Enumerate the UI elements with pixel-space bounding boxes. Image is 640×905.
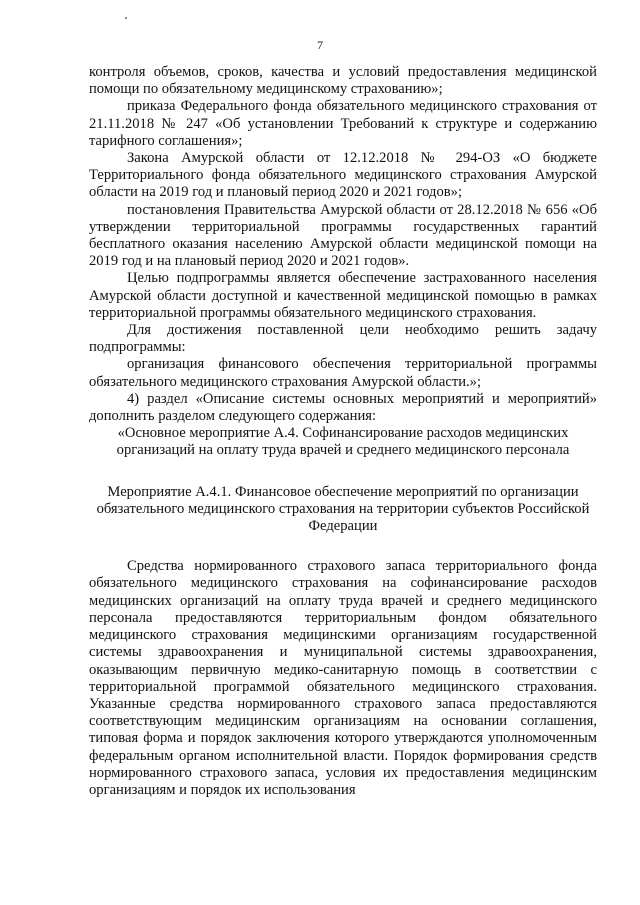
page-number: 7: [317, 38, 323, 52]
section-heading-main-activity: «Основное мероприятие А.4. Софинансирование расходов медицинских организаций на оплату труда врачей и среднего медицинского персонала: [116, 425, 570, 459]
paragraph: контроля объемов, сроков, качества и условий предоставления медицинской помощи по обязательному медицинскому страхованию»;: [89, 64, 597, 98]
paragraph-final: Средства нормированного страхового запаса территориального фонда обязательного медицинского страхования на софинансирование расходов медицинских организаций на оплату труда врачей и среднего медицинского персонала предоставляются территориальным фондом обязательного медицинского страхования медицинскими организациям государственной системы здравоохранения и муниципальной системы здравоохранения, оказывающим первичную медико-санитарную помощь в соответствии с территориальной программой обязательного медицинского страхования. Указанные средства нормированного страхового запаса предоставляются соответствующим медицинским организациям на основании соглашения, типовая форма и порядок заключения которого утверждаются уполномоченным федеральным органом исполнительной власти. Порядок формирования средств нормированного страхового запаса, условия их предоставления медицинским организациям и порядок их использования: [89, 558, 597, 798]
paragraph: Закона Амурской области от 12.12.2018 № 294-ОЗ «О бюджете Территориального фонда обязательного медицинского страхования Амурской области на 2019 год и плановый период 2020 и 2021 годов»;: [89, 150, 597, 201]
paragraph: организация финансового обеспечения территориальной программы обязательного медицинского страхования Амурской области.»;: [89, 356, 597, 390]
paragraph: Для достижения поставленной цели необходимо решить задачу подпрограммы:: [89, 322, 597, 356]
scan-artifact-dot: [125, 17, 127, 19]
paragraph: приказа Федерального фонда обязательного медицинского страхования от 21.11.2018 № 247 «Об установлении Требований к структуре и содержанию тарифного соглашения»;: [89, 98, 597, 149]
section-heading-activity: Мероприятие А.4.1. Финансовое обеспечение мероприятий по организации обязательного медицинского страхования на территории субъектов Российской Федерации: [96, 483, 590, 535]
paragraph: постановления Правительства Амурской области от 28.12.2018 № 656 «Об утверждении территориальной программы государственных гарантий бесплатного оказания населению Амурской области медицинской помощи на 2019 год и на плановый период 2020 и 2021 годов».: [89, 201, 597, 270]
paragraph: 4) раздел «Описание системы основных мероприятий и мероприятий» дополнить разделом следующего содержания:: [89, 390, 597, 425]
document-body: [89, 64, 597, 799]
paragraph: Целью подпрограммы является обеспечение застрахованного населения Амурской области доступной и качественной медицинской помощью в рамках территориальной программы обязательного медицинского страхования.: [89, 270, 597, 321]
